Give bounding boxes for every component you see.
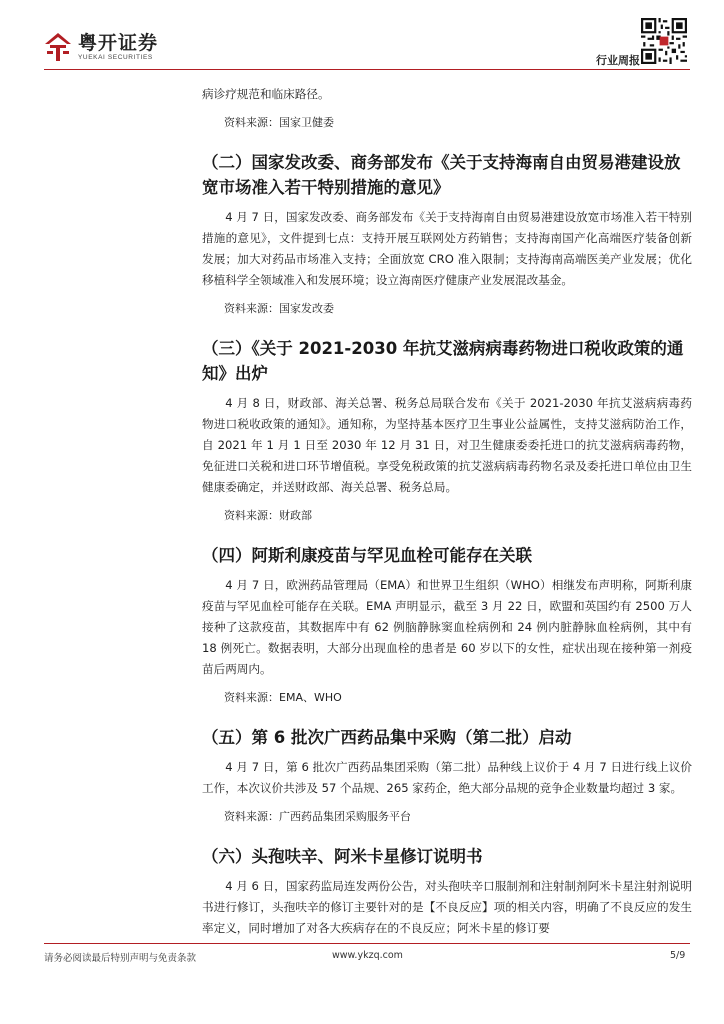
- intro-source: 资料来源：国家卫健委: [224, 116, 334, 129]
- section-4-body: 4 月 7 日，欧洲药品管理局（EMA）和世界卫生组织（WHO）相继发布声明称，阿斯利康疫苗与罕见血栓可能存在关联。EMA 声明显示，截至 3 月 22 日，欧盟和英国约有 2500 万人接种了这款疫苗，其数据库中有 62 例脑静脉窦血栓病例和 24 例内脏静脉血栓病例，其中有 18 例死亡。数据表明，大部分出现血栓的患者是 60 岁以下的女性，症状出现在接种第一剂疫苗后两周内。: [202, 578, 692, 676]
- section-2: [202, 150, 692, 318]
- intro-tail-text: 病诊疗规范和临床路径。: [202, 87, 330, 101]
- section-3-title: （三）《关于 2021-2030 年抗艾滋病病毒药物进口税收政策的通知》出炉: [202, 339, 684, 383]
- logo-mark-icon: [44, 32, 72, 62]
- section-5-source: 资料来源：广西药品集团采购服务平台: [224, 810, 411, 823]
- section-3-source: 资料来源：财政部: [224, 509, 312, 522]
- page-header: [0, 0, 724, 78]
- section-3: [202, 336, 692, 525]
- section-4-title: （四）阿斯利康疫苗与罕见血栓可能存在关联: [202, 546, 532, 565]
- section-6-title: （六）头孢呋辛、阿米卡星修订说明书: [202, 847, 483, 866]
- section-4: [202, 543, 692, 707]
- section-2-title: （二）国家发改委、商务部发布《关于支持海南自由贸易港建设放宽市场准入若干特别措施的意见》: [202, 153, 681, 197]
- header-divider: [44, 69, 690, 70]
- section-3-body: 4 月 8 日，财政部、海关总署、税务总局联合发布《关于 2021-2030 年抗艾滋病病毒药物进口税收政策的通知》。通知称，为坚持基本医疗卫生事业公益属性，支持艾滋病防治工作，自 2021 年 1 月 1 日至 2030 年 12 月 31 日，对卫生健康委委托进口的抗艾滋病病毒药物，免征进口关税和进口环节增值税。享受免税政策的抗艾滋病病毒药物名录及委托进口单位由卫生健康委确定，并送财政部、海关总署、税务总局。: [202, 396, 692, 494]
- company-logo: [44, 32, 158, 62]
- footer-page-number: 5/9: [670, 950, 686, 961]
- section-5-body: 4 月 7 日，第 6 批次广西药品集团采购（第二批）品种线上议价于 4 月 7 日进行线上议价工作，本次议价共涉及 57 个品规、265 家药企，绝大部分品规的竞争企业数量均超过 3 家。: [202, 760, 692, 795]
- logo-chinese-name: 粤开证券: [78, 32, 159, 54]
- logo-english-name: YUEKAI SECURITIES: [78, 54, 153, 61]
- report-type-label: 行业周报: [596, 54, 640, 67]
- section-6-body: 4 月 6 日，国家药监局连发两份公告，对头孢呋辛口服制剂和注射制剂阿米卡星注射剂说明书进行修订，头孢呋辛的修订主要针对的是【不良反应】项的相关内容，明确了不良反应的发生率定义，同时增加了对各大疾病存在的不良反应；阿米卡星的修订要: [202, 879, 692, 935]
- footer-disclaimer: 请务必阅读最后特别声明与免责条款: [44, 953, 197, 964]
- section-6: [202, 844, 692, 939]
- section-4-source: 资料来源：EMA、WHO: [224, 691, 342, 704]
- qr-code-icon: [641, 18, 687, 64]
- section-2-body: 4 月 7 日，国家发改委、商务部发布《关于支持海南自由贸易港建设放宽市场准入若干特别措施的意见》，文件提到七点：支持开展互联网处方药销售；支持海南国产化高端医疗装备创新发展；加大对药品市场准入支持；全面放宽 CRO 准入限制；支持海南高端医美产业发展；优化移植科学全领域准入和发展环境；设立海南医疗健康产业发展混改基金。: [202, 210, 692, 287]
- section-2-source: 资料来源：国家发改委: [224, 302, 334, 315]
- main-content: [202, 84, 692, 939]
- footer-divider: [44, 943, 690, 944]
- section-5: [202, 725, 692, 826]
- section-5-title: （五）第 6 批次广西药品集中采购（第二批）启动: [202, 728, 572, 747]
- footer-url[interactable]: www.ykzq.com: [332, 950, 403, 961]
